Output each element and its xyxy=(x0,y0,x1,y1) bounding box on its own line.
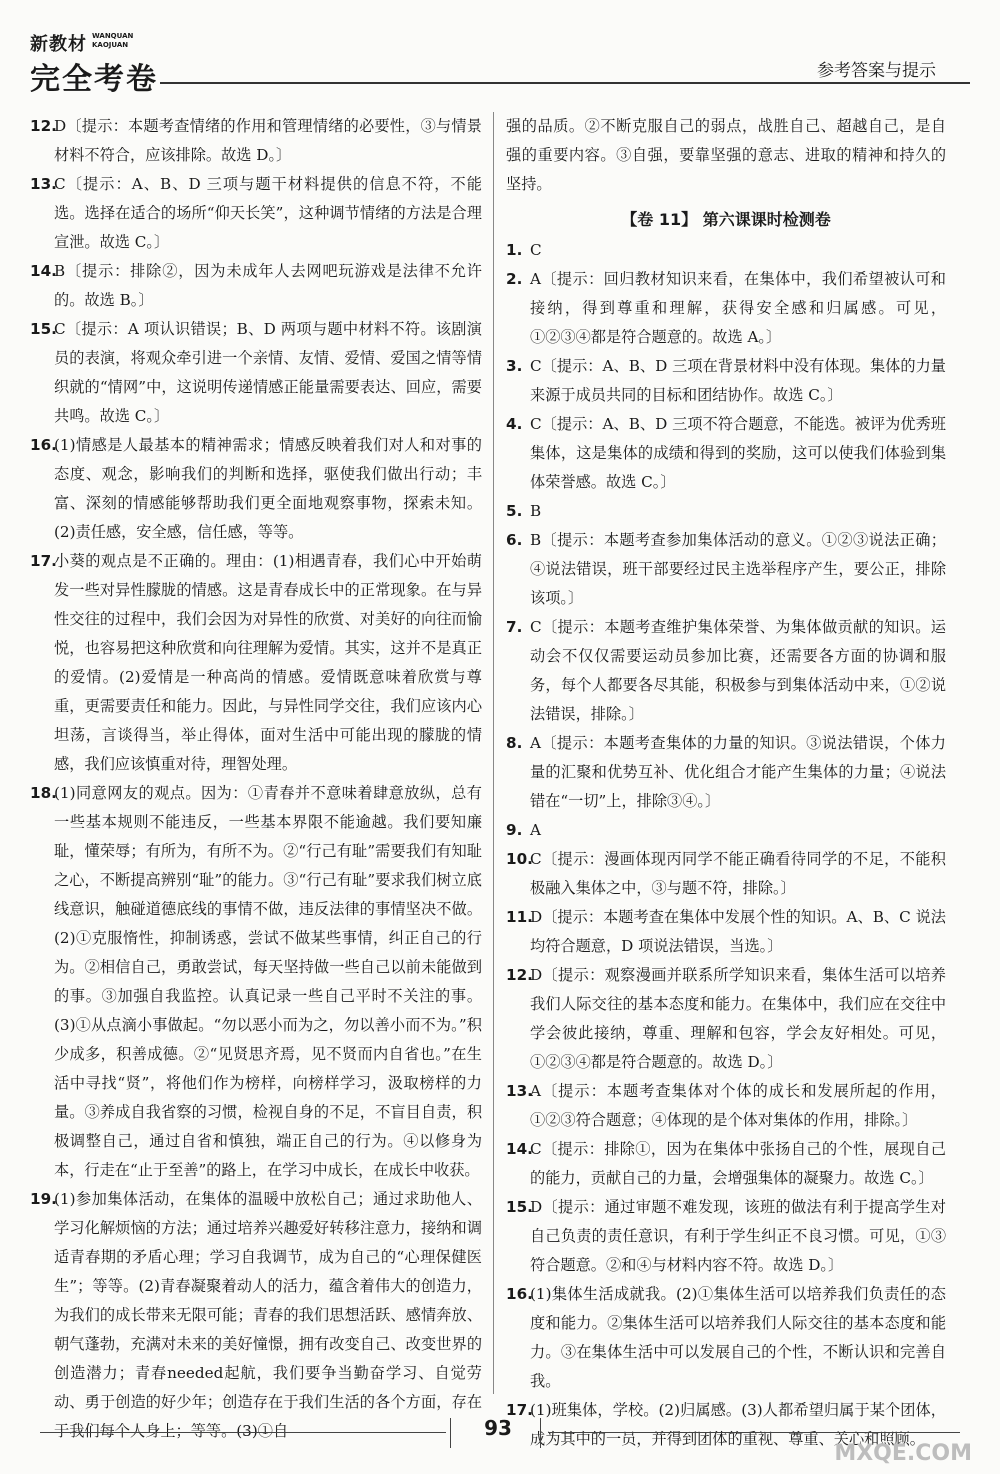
answer-number: 16. xyxy=(506,1285,533,1303)
answer-number: 5. xyxy=(506,502,523,520)
right-items xyxy=(506,236,946,1454)
answer-number: 13. xyxy=(30,175,57,193)
page-number: 93 xyxy=(484,1416,512,1440)
right-column xyxy=(506,112,946,1454)
answer-text: A〔提示：回归教材知识来看，在集体中，我们希望被认可和接纳，得到尊重和理解，获得安全感和归属感。可见，①②③④都是符合题意的。故选 A。〕 xyxy=(530,270,946,346)
answer-number: 14. xyxy=(30,262,57,280)
answer-text: 小葵的观点是不正确的。理由：(1)相遇青春，我们心中开始萌发一些对异性朦胧的情感。这是青春成长中的正常现象。在与异性交往的过程中，我们会因为对异性的欣赏、对美好的向往而愉悦，也容易把这种欣赏和向往理解为爱情。其实，这并不是真正的爱情。(2)爱情是一种高尚的情感。爱情既意味着欣赏与尊重，更需要责任和能力。因此，与异性同学交往，我们应该内心坦荡，言谈得当，举止得体，面对生活中可能出现的朦胧的情感，我们应该慎重对待，理智处理。 xyxy=(54,552,482,773)
answer-text: C〔提示：漫画体现丙同学不能正确看待同学的不足，不能积极融入集体之中，③与题不符，排除。〕 xyxy=(530,850,946,897)
answer-number: 10. xyxy=(506,850,533,868)
answer-number: 9. xyxy=(506,821,523,839)
answer-item xyxy=(506,613,946,729)
page-footer xyxy=(40,1412,960,1452)
answer-item xyxy=(30,431,482,547)
answer-item xyxy=(506,265,946,352)
answer-text: (1)集体生活成就我。(2)①集体生活可以培养我们负责任的态度和能力。②集体生活可以培养我们人际交往的基本态度和能力。③在集体生活中可以发展自己的个性，不断认识和完善自我。 xyxy=(530,1285,946,1390)
answer-item xyxy=(30,170,482,257)
answer-number: 19. xyxy=(30,1190,57,1208)
answer-text: A〔提示：本题考查集体对个体的成长和发展所起的作用，①②③符合题意；④体现的是个体对集体的作用，排除。〕 xyxy=(530,1082,946,1129)
answer-text: (1)情感是人最基本的精神需求；情感反映着我们对人和对事的态度、观念，影响我们的判断和选择，驱使我们做出行动；丰富、深刻的情感能够帮助我们更全面地观察事物，探索未知。(2)责任感，安全感，信任感，等等。 xyxy=(54,436,482,541)
answer-number: 4. xyxy=(506,415,523,433)
answer-item xyxy=(506,729,946,816)
answer-number: 18. xyxy=(30,784,57,802)
header-rule xyxy=(160,82,970,84)
answer-text: C〔提示：A 项认识错误；B、D 两项与题中材料不符。该剧演员的表演，将观众牵引进一个亲情、友情、爱情、爱国之情等情织就的“情网”中，这说明传递情感正能量需要表达、回应，需要共鸣。故选 C。〕 xyxy=(54,320,482,425)
answer-item xyxy=(506,497,946,526)
answer-number: 1. xyxy=(506,241,523,259)
answer-text: D〔提示：本题考查在集体中发展个性的知识。A、B、C 说法均符合题意，D 项说法错误，当选。〕 xyxy=(530,908,946,955)
answer-number: 12. xyxy=(506,966,533,984)
answer-number: 8. xyxy=(506,734,523,752)
answer-number: 6. xyxy=(506,531,523,549)
answer-item xyxy=(30,547,482,779)
answer-text: B〔提示：排除②，因为未成年人去网吧玩游戏是法律不允许的。故选 B。〕 xyxy=(54,262,482,309)
answer-text: B xyxy=(530,502,542,520)
answer-text: A xyxy=(530,821,541,839)
answer-item xyxy=(506,526,946,613)
answer-number: 3. xyxy=(506,357,523,375)
footer-bar-left xyxy=(450,1418,451,1448)
answer-text: (1)同意网友的观点。因为：①青春并不意味着肆意放纵，总有一些基本规则不能违反，一些基本界限不能逾越。我们要知廉耻，懂荣辱；有所为，有所不为。②“行己有耻”需要我们有知耻之心，不断提高辨别“耻”的能力。③“行己有耻”要求我们树立底线意识，触碰道德底线的事情不做，违反法律的事情坚决不做。(2)①克服惰性，抑制诱惑，尝试不做某些事情，纠正自己的行为。②相信自己，勇敢尝试，每天坚持做一些自己以前未能做到的事。③加强自我监控。认真记录一些自己平时不关注的事。(3)①从点滴小事做起。“勿以恶小而为之，勿以善小而不为。”积少成多，积善成德。②“见贤思齐焉，见不贤而内自省也。”在生活中寻找“贤”，将他们作为榜样，向榜样学习，汲取榜样的力量。③养成自我省察的习惯，检视自身的不足，不盲目自责，积极调整自己，通过自省和慎独，端正自己的行为。④以修身为本，行走在“止于至善”的路上，在学习中成长，在成长中收获。 xyxy=(54,784,482,1179)
header-title: 参考答案与提示 xyxy=(817,61,936,81)
answer-text: C xyxy=(530,241,542,259)
answer-number: 15. xyxy=(506,1198,533,1216)
answer-item xyxy=(506,1135,946,1193)
answer-item xyxy=(30,257,482,315)
answer-item xyxy=(30,315,482,431)
answer-text: C〔提示：排除①，因为在集体中张扬自己的个性，展现自己的能力，贡献自己的力量，会增强集体的凝聚力。故选 C。〕 xyxy=(530,1140,946,1187)
answer-number: 7. xyxy=(506,618,523,636)
answer-text: C〔提示：A、B、D 三项与题干材料提供的信息不符，不能选。选择在适合的场所“仰天长笑”，这种调节情绪的方法是合理宣泄。故选 C。〕 xyxy=(54,175,482,251)
answer-number: 11. xyxy=(506,908,533,926)
logo-top-text: 新教材 xyxy=(30,34,87,55)
footer-bar-right xyxy=(540,1418,541,1448)
left-column xyxy=(30,112,482,1446)
answer-text: B〔提示：本题考查参加集体活动的意义。①②③说法正确；④说法错误，班干部要经过民主选举程序产生，要公正，排除该项。〕 xyxy=(530,531,946,607)
answer-text: C〔提示：A、B、D 三项不符合题意，不能选。被评为优秀班集体，这是集体的成绩和得到的奖励，这可以使我们体验到集体荣誉感。故选 C。〕 xyxy=(530,415,946,491)
answer-text: C〔提示：A、B、D 三项在背景材料中没有体现。集体的力量来源于成员共同的目标和团结协作。故选 C。〕 xyxy=(530,357,946,404)
answer-item xyxy=(506,961,946,1077)
answer-number: 2. xyxy=(506,270,523,288)
answer-number: 14. xyxy=(506,1140,533,1158)
answer-item xyxy=(506,816,946,845)
answer-item xyxy=(30,112,482,170)
answer-text: C〔提示：本题考查维护集体荣誉、为集体做贡献的知识。运动会不仅仅需要运动员参加比赛，还需要各方面的协调和服务，每个人都要各尽其能，积极参与到集体活动中来，①②说法错误，排除。〕 xyxy=(530,618,946,723)
answer-text: (1)参加集体活动，在集体的温暖中放松自己；通过求助他人、学习化解烦恼的方法；通过培养兴趣爱好转移注意力，接纳和调适青春期的矛盾心理；学习自我调节，成为自己的“心理保健医生”；等等。(2)青春凝聚着动人的活力，蕴含着伟大的创造力，为我们的成长带来无限可能；青春的我们思想活跃、感情奔放、朝气蓬勃，充满对未来的美好憧憬，拥有改变自己、改变世界的创造潜力；青春needed起航，我们要争当勤奋学习、自觉劳动、勇于创造的好少年；创造存在于我们生活的各个方面，存在于我们每个人身上；等等。(3)①自 xyxy=(54,1190,482,1440)
footer-rule-left xyxy=(40,1432,446,1433)
answer-item xyxy=(506,1077,946,1135)
answer-item xyxy=(506,1193,946,1280)
logo-pinyin: WANQUAN KAOJUAN xyxy=(92,32,134,49)
answer-item xyxy=(506,410,946,497)
footer-rule-right xyxy=(548,1432,960,1433)
answer-number: 16. xyxy=(30,436,57,454)
answer-item xyxy=(30,1185,482,1446)
section-title: 【卷 11】 第六课课时检测卷 xyxy=(621,210,831,229)
answer-item xyxy=(30,779,482,1185)
watermark: MXQE.COM xyxy=(834,1441,972,1466)
answer-item xyxy=(506,1280,946,1396)
answer-number: 17. xyxy=(30,552,57,570)
answer-text: (1)班集体，学校。(2)归属感。(3)人都希望归属于某个团体，成为其中的一员，并得到团体的重视、尊重、关心和照顾。 xyxy=(530,1401,946,1448)
answer-number: 15. xyxy=(30,320,57,338)
page-header xyxy=(30,30,970,108)
answer-text: A〔提示：本题考查集体的力量的知识。③说法错误，个体力量的汇聚和优势互补、优化组合才能产生集体的力量；④说法错在“一切”上，排除③④。〕 xyxy=(530,734,946,810)
answer-item xyxy=(506,236,946,265)
answer-text: D〔提示：本题考查情绪的作用和管理情绪的必要性，③与情景材料不符合，应该排除。故选 D。〕 xyxy=(54,117,482,164)
answer-number: 12. xyxy=(30,117,57,135)
answer-item xyxy=(506,903,946,961)
column-divider xyxy=(493,112,494,1394)
answer-item xyxy=(506,352,946,410)
logo-main-text: 完全考卷 xyxy=(30,62,158,97)
answer-text: D〔提示：观察漫画并联系所学知识来看，集体生活可以培养我们人际交往的基本态度和能力。在集体中，我们应在交往中学会彼此接纳，尊重、理解和包容，学会友好相处。可见，①②③④都是符合题意的。故选 D。〕 xyxy=(530,966,946,1071)
answer-number: 17. xyxy=(506,1401,533,1419)
answer-item xyxy=(506,845,946,903)
answer-text: D〔提示：通过审题不难发现，该班的做法有利于提高学生对自己负责的责任意识，有利于学生纠正不良习惯。可见，①③符合题意。②和④与材料内容不符。故选 D。〕 xyxy=(530,1198,946,1274)
answer-number: 13. xyxy=(506,1082,533,1100)
continuation-text: 强的品质。②不断克服自己的弱点，战胜自己、超越自己，是自强的重要内容。③自强，要靠坚强的意志、进取的精神和持久的坚持。 xyxy=(506,117,946,193)
